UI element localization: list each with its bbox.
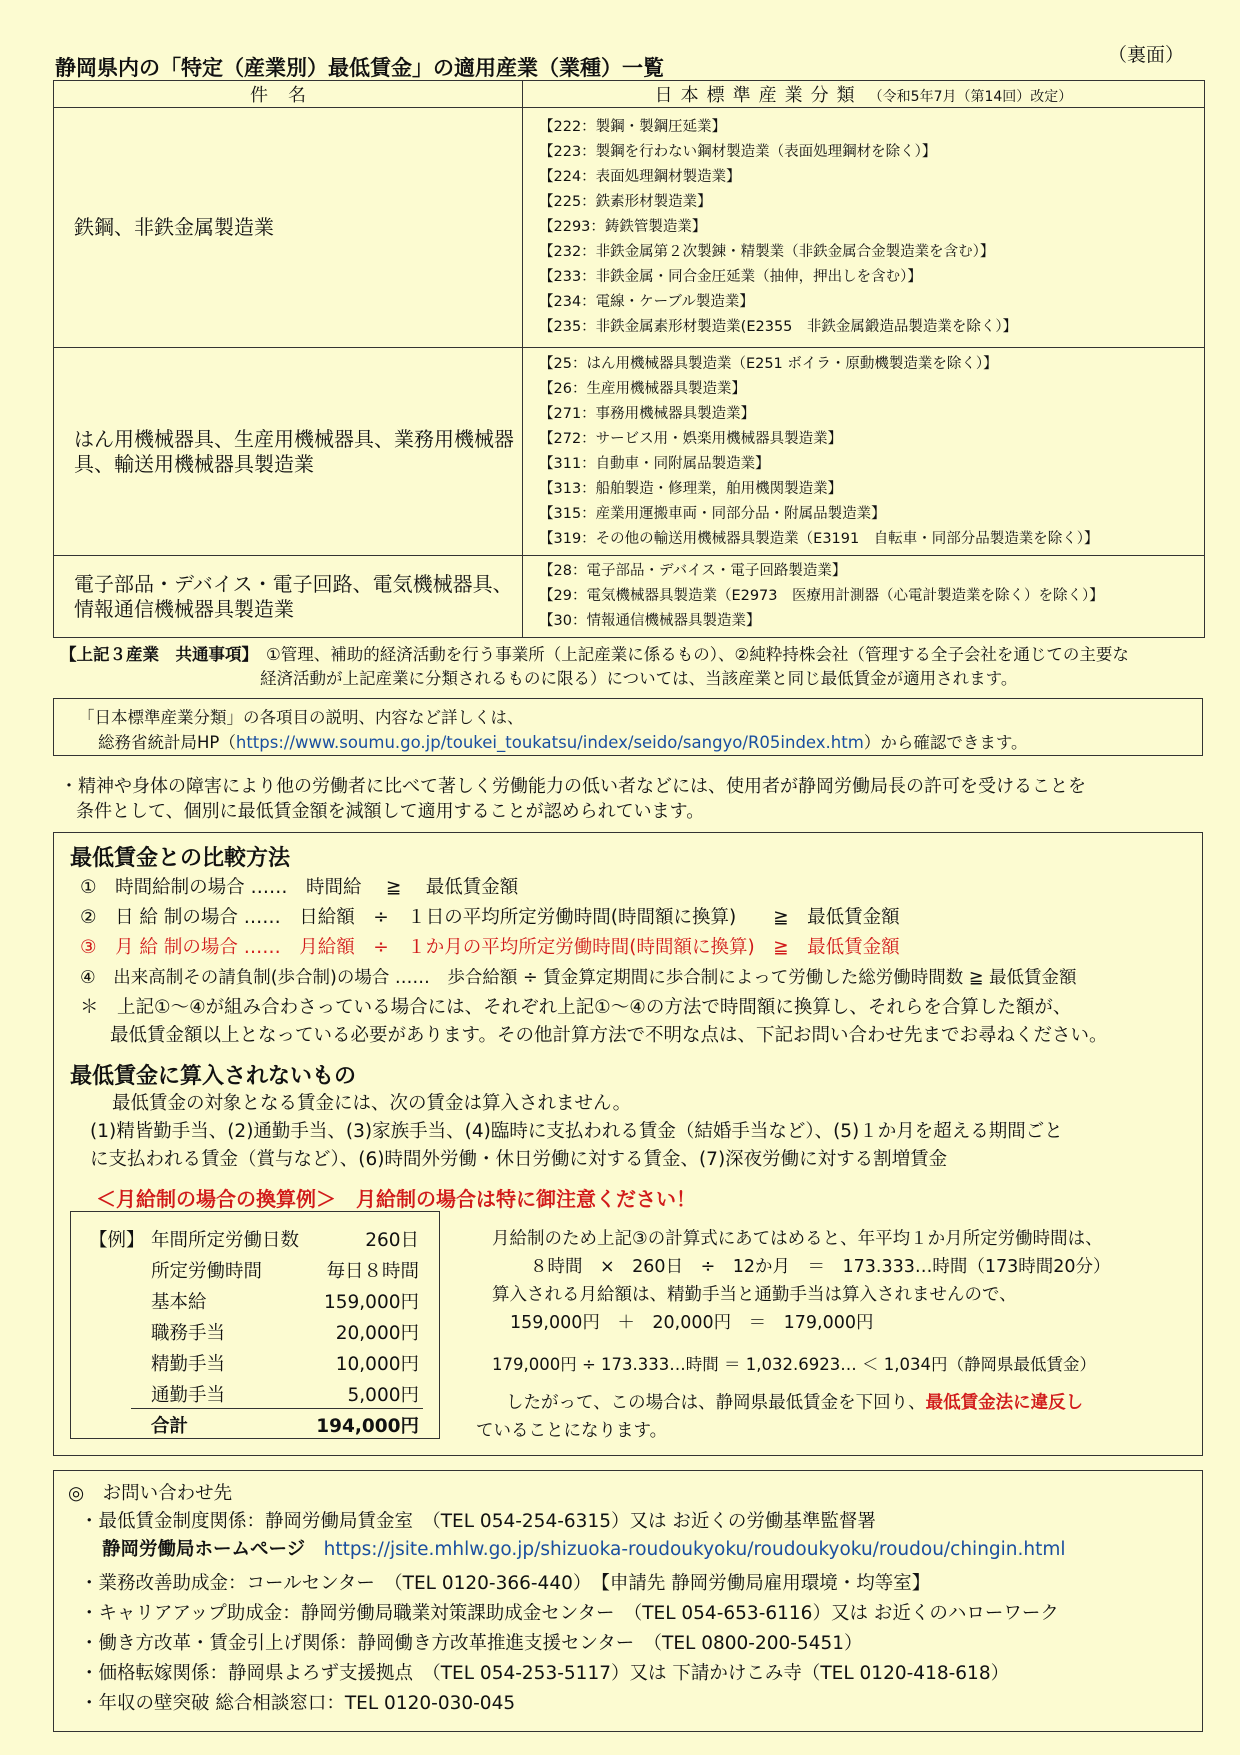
example-value: 260日 [365, 1230, 419, 1251]
common-label: 【上記３産業 共通事項】 [60, 645, 258, 664]
conclusion-line: したがって、この場合は、静岡県最低賃金を下回り、最低賃金法に違反し [506, 1393, 1084, 1413]
example-value: 20,000円 [335, 1323, 419, 1344]
contact-line: ・最低賃金制度関係：静岡労働局賃金室 （TEL 054-254-6315）又は お近くの労働基準監督署 [80, 1511, 876, 1532]
contact-line: ・業務改善助成金：コールセンター （TEL 0120-366-440） 【申請先 静岡労働局雇用環境・均等室】 [80, 1573, 931, 1594]
example-total-value: 194,000円 [316, 1416, 419, 1437]
code-line: 【224：表面処理鋼材製造業】 [539, 169, 741, 185]
code-line: 【235：非鉄金属素形材製造業(E2355 非鉄金属鍛造品製造業を除く）】 [539, 319, 1018, 335]
total-divider [131, 1408, 423, 1409]
contact-line: ・価格転嫁関係：静岡県よろず支援拠点 （TEL 054-253-5117）又は 下請かけこみ寺（TEL 0120-418-618） [80, 1663, 1010, 1684]
example-value: 159,000円 [323, 1292, 419, 1313]
excluded-line: (1)精皆勤手当、(2)通勤手当、(3)家族手当、(4)臨時に支払われる賃金（結婚手当など）、(5)１か月を超える期間ごと [90, 1121, 1063, 1142]
calc-line: ８時間 × 260日 ÷ 12か月 ＝ 173.333…時間（173時間20分） [530, 1257, 1111, 1277]
common-line: 経済活動が上記産業に分類されるものに限る）については、当該産業と同じ最低賃金が適用されます。 [260, 669, 1018, 688]
example-item: 職務手当 [151, 1323, 226, 1344]
industry-codes [523, 556, 1205, 638]
header-classification: 日本標準産業分類 （令和5年7月（第14回）改定） [523, 81, 1205, 108]
code-line: 【311：自動車・同附属品製造業】 [539, 455, 770, 472]
contact-box [53, 1470, 1203, 1732]
homepage-line: 静岡労働局ホームページ https://jsite.mhlw.go.jp/shizuoka-roudoukyoku/roudoukyoku/roudou/chingin.html [102, 1539, 1066, 1560]
code-line: 【30：情報通信機械器具製造業】 [539, 613, 761, 629]
example-item: 精勤手当 [151, 1354, 226, 1375]
common-notes [60, 643, 1210, 691]
calc-line: 159,000円 ＋ 20,000円 ＝ 179,000円 [510, 1313, 874, 1333]
contact-heading: ◎ お問い合わせ先 [68, 1483, 233, 1504]
soumu-link[interactable]: https://www.soumu.go.jp/toukei_toukatsu/index/seido/sangyo/R05index.htm [235, 733, 864, 752]
comparison-item: ② 日 給 制の場合 …… 日給額 ÷ １日の平均所定労働時間(時間額に換算) ≧ 最低賃金額 [80, 907, 900, 928]
calc-line: 179,000円 ÷ 173.333…時間 ＝ 1,032.6923… ＜ 1,034円（静岡県最低賃金） [492, 1355, 1096, 1374]
homepage-link[interactable]: https://jsite.mhlw.go.jp/shizuoka-roudoukyoku/roudoukyoku/roudou/chingin.html [323, 1539, 1066, 1560]
calc-line: 月給制のため上記③の計算式にあてはめると、年平均１か月所定労働時間は、 [492, 1229, 1103, 1249]
example-value: 毎日８時間 [326, 1261, 419, 1282]
code-line: 【315：産業用運搬車両・同部分品・附属品製造業】 [539, 505, 886, 522]
comparison-item: ① 時間給制の場合 …… 時間給 ≧ 最低賃金額 [80, 877, 519, 898]
excluded-heading: 最低賃金に算入されないもの [70, 1064, 357, 1089]
code-line: 【2293：鋳鉄管製造業】 [539, 219, 707, 235]
example-box [70, 1211, 440, 1439]
code-line: 【225：鉄素形材製造業】 [539, 194, 712, 210]
example-value: 10,000円 [335, 1354, 419, 1375]
calc-line: 算入される月給額は、精勤手当と通勤手当は算入されませんので、 [492, 1285, 1017, 1305]
example-item: 通勤手当 [151, 1385, 226, 1406]
code-line: 【271：事務用機械器具製造業】 [539, 405, 756, 422]
code-line: 【222：製鋼・製鋼圧延業】 [539, 119, 727, 135]
code-line: 【25：はん用機械器具製造業（E251 ボイラ・原動機製造業を除く）】 [539, 355, 998, 372]
example-heading: ＜月給制の場合の換算例＞ 月給制の場合は特に御注意ください！ [96, 1187, 696, 1211]
example-item: 年間所定労働日数 [151, 1230, 300, 1251]
industry-table [53, 80, 1205, 638]
comparison-note: ＊ 上記①～④が組み合わさっている場合には、それぞれ上記①～④の方法で時間額に換算し、それらを合算した額が、 [80, 997, 1072, 1018]
industry-codes [523, 108, 1205, 348]
code-line: 【272：サービス用・娯楽用機械器具製造業】 [539, 430, 843, 447]
example-label: 【例】 [89, 1230, 145, 1251]
code-line: 【232：非鉄金属第２次製錬・精製業（非鉄金属合金製造業を含む）】 [539, 244, 995, 260]
contact-line: ・キャリアアップ助成金：静岡労働局職業対策課助成金センター （TEL 054-653-6116）又は お近くのハローワーク [80, 1603, 1059, 1624]
comparison-item-highlight: ③ 月 給 制の場合 …… 月給額 ÷ １か月の平均所定労働時間(時間額に換算) ≧ 最低賃金額 [80, 937, 900, 958]
comparison-item: ④ 出来高制その請負制(歩合制)の場合 …… 歩合給額 ÷ 賃金算定期間に歩合制によって労働した総労働時間数 ≧ 最低賃金額 [80, 968, 1077, 988]
excluded-line: に支払われる賃金（賞与など）、(6)時間外労働・休日労働に対する賃金、(7)深夜労働に対する割増賃金 [90, 1149, 948, 1170]
contact-line: ・年収の壁突破 総合相談窓口：TEL 0120-030-045 [80, 1693, 516, 1714]
header-name: 件名 [54, 81, 523, 108]
code-line: 【28：電子部品・デバイス・電子回路製造業】 [539, 563, 847, 579]
industry-codes [523, 348, 1205, 556]
code-line: 【223：製鋼を行わない鋼材製造業（表面処理鋼材を除く）】 [539, 144, 937, 160]
code-line: 【319：その他の輸送用機械器具製造業（E3191 自転車・同部分品製造業を除く）】 [539, 530, 1099, 547]
example-item: 基本給 [151, 1292, 207, 1313]
classification-link-line: 総務省統計局HP（https://www.soumu.go.jp/toukei_toukatsu/index/seido/sangyo/R05index.htm）から確認できます。 [98, 733, 1028, 752]
conclusion-line: ていることになります。 [476, 1421, 668, 1441]
industry-name: はん用機械器具、生産用機械器具、業務用機械器具、輸送用機械器具製造業 [54, 348, 523, 556]
classification-info-box [53, 698, 1203, 756]
industry-name: 電子部品・デバイス・電子回路、電気機械器具、情報通信機械器具製造業 [54, 556, 523, 638]
code-line: 【29：電気機械器具製造業（E2973 医療用計測器（心電計製造業を除く）を除く）】 [539, 588, 1104, 604]
example-item: 所定労働時間 [151, 1261, 263, 1282]
comparison-note: 最低賃金額以上となっている必要があります。その他計算方法で不明な点は、下記お問い合わせ先までお尋ねください。 [110, 1025, 1108, 1046]
comparison-heading: 最低賃金との比較方法 [70, 846, 291, 871]
example-value: 5,000円 [347, 1385, 419, 1406]
code-line: 【313：船舶製造・修理業，舶用機関製造業】 [539, 480, 843, 497]
contact-line: ・働き方改革・賃金引上げ関係：静岡働き方改革推進支援センター （TEL 0800-200-5451） [80, 1633, 863, 1654]
industry-name: 鉄鋼、非鉄金属製造業 [54, 108, 523, 348]
code-line: 【234：電線・ケーブル製造業】 [539, 294, 754, 310]
page-title: 静岡県内の「特定（産業別）最低賃金」の適用産業（業種）一覧 [55, 56, 664, 80]
excluded-intro: 最低賃金の対象となる賃金には、次の賃金は算入されません。 [112, 1093, 632, 1114]
disability-note: ・精神や身体の障害により他の労働者に比べて著しく労働能力の低い者などには、使用者が静岡労働局長の許可を受けることを 条件として、個別に最低賃金額を減額して適用することが認められています。 [60, 776, 1086, 822]
code-line: 【233：非鉄金属・同合金圧延業（抽伸，押出しを含む）】 [539, 269, 922, 285]
code-line: 【26：生産用機械器具製造業】 [539, 380, 746, 397]
classification-line: 「日本標準産業分類」の各項目の説明、内容など詳しくは、 [78, 708, 524, 727]
example-total-label: 合計 [151, 1416, 189, 1437]
common-line: ①管理、補助的経済活動を行う事業所（上記産業に係るもの）、②純粋持株会社（管理する全子会社を通じての主要な [266, 645, 1129, 664]
page-side-label: （裏面） [1107, 44, 1184, 66]
